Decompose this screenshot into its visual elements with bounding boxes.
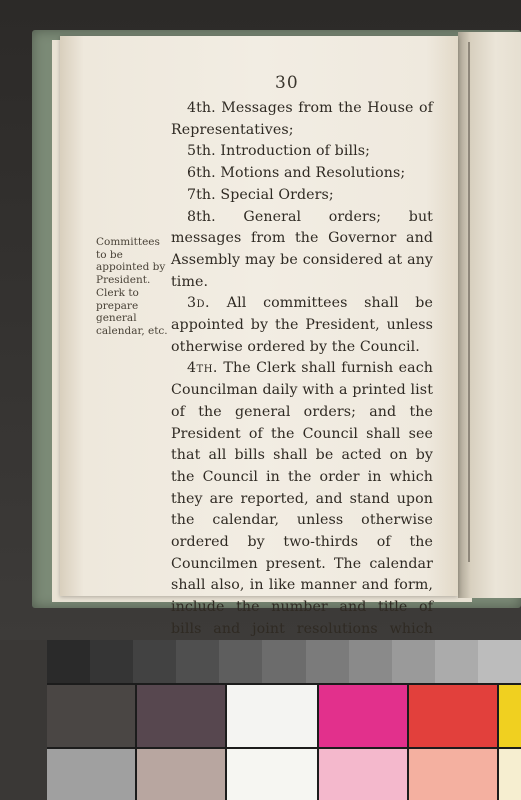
gray-strip-patch	[435, 640, 479, 683]
color-patch-top	[499, 685, 521, 747]
gray-strip-patch	[262, 640, 306, 683]
color-patch-bottom	[409, 749, 497, 800]
color-patch-top	[137, 685, 225, 747]
paragraph-messages: 4th. Messages from the House of Representatives;	[171, 100, 433, 138]
gray-strip-patch	[47, 640, 91, 683]
gray-strip-patch	[176, 640, 220, 683]
gray-strip-patch	[219, 640, 263, 683]
section-lead-4th: 4th.	[187, 360, 218, 377]
color-patch-bottom	[499, 749, 521, 800]
margin-note-clerk: Clerk to prepare general calendar, etc.	[96, 287, 168, 337]
color-patch-top	[47, 685, 135, 747]
paragraph-special-orders: 7th. Special Orders;	[187, 186, 334, 203]
color-patch-top	[319, 685, 407, 747]
section-lead-3d: 3d.	[187, 295, 211, 312]
gray-strip-patch	[90, 640, 134, 683]
gutter-crease	[468, 42, 470, 562]
margin-note-committees: Committees to be appointed by President.	[96, 236, 166, 286]
paragraph-general-orders: 8th. General orders; but messages from the Governor and Assembly may be considered at any time.	[171, 208, 433, 290]
paragraph-clerk: 4th. The Clerk shall furnish each Councilman daily with a printed list of the general orders; and the President of the Council shall see that all bills shall be acted on by the Council in the order in which they are reported, and stand upon the calendar, unless otherwise ordered by two-thirds of the Councilmen present. The calendar shall also, in like manner and form, include the number and title of bills and joint resolutions which	[171, 360, 433, 637]
paragraph-motions: 6th. Motions and Resolutions;	[187, 165, 406, 182]
gray-strip-patch	[133, 640, 177, 683]
color-patch-bottom	[137, 749, 225, 800]
page-number: 30	[275, 73, 299, 93]
color-patch-bottom	[319, 749, 407, 800]
color-patch-bottom	[227, 749, 317, 800]
color-patch-top	[409, 685, 497, 747]
gray-strip-patch	[349, 640, 393, 683]
paragraph-committees: 3d. All committees shall be appointed by the President, unless otherwise ordered by the Council.	[171, 295, 433, 355]
gray-strip-patch	[478, 640, 521, 683]
gray-strip-patch	[306, 640, 350, 683]
facing-page-gutter	[458, 32, 521, 598]
paragraph-bills: 5th. Introduction of bills;	[187, 143, 371, 160]
color-calibration-chart	[47, 640, 521, 800]
color-patch-bottom	[47, 749, 135, 800]
gray-strip-patch	[392, 640, 436, 683]
color-patch-top	[227, 685, 317, 747]
